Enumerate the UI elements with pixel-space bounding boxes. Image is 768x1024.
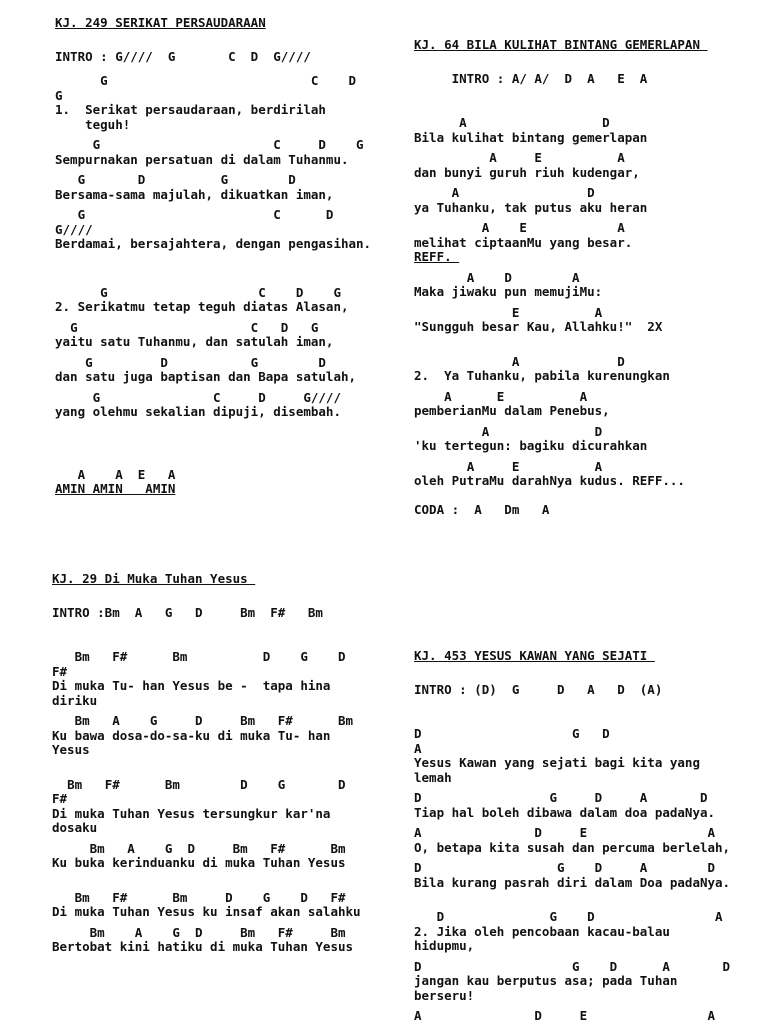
blank-line xyxy=(52,758,392,772)
song-kj453 xyxy=(414,649,764,1024)
blank-line xyxy=(414,890,764,904)
chord-line: D G D A xyxy=(414,909,723,924)
chord-line: A E A xyxy=(414,388,588,404)
lyric-line: "Sungguh besar Kau, Allahku!" 2X xyxy=(414,319,663,334)
lyric-line: Bersama-sama majulah, dikuatkan iman, xyxy=(55,186,334,202)
lyric-line: Sempurnakan persatuan di dalam Tuhanmu. xyxy=(55,151,349,167)
lyric-line: CODA : A Dm A xyxy=(414,501,550,517)
song-kj29 xyxy=(52,572,392,955)
lyric-line: pemberianMu dalam Penebus, xyxy=(414,403,610,418)
chord-line: A D A xyxy=(414,269,580,285)
lyric-line: Tiap hal boleh dibawa dalam doa padaNya. xyxy=(414,804,716,820)
blank-line xyxy=(414,489,764,503)
blank-line xyxy=(414,707,764,721)
lyric-line: oleh PutraMu darahNya kudus. REFF... xyxy=(414,473,685,488)
blank-line xyxy=(414,96,764,110)
blank-line xyxy=(55,420,395,434)
amin-line: AMIN AMIN AMIN xyxy=(55,481,176,496)
lyric-line: jangan kau berputus asa; pada Tuhan berseru! xyxy=(414,973,678,1003)
song-title: KJ. 64 BILA KULIHAT BINTANG GEMERLAPAN xyxy=(414,37,708,52)
chord-line: A D xyxy=(414,115,610,130)
chord-line: G C D G xyxy=(55,137,364,152)
chord-line: G D G D xyxy=(55,354,326,370)
song-title: KJ. 453 YESUS KAWAN YANG SEJATI xyxy=(414,648,655,663)
chord-line: Bm F# Bm D G D F# xyxy=(52,776,346,806)
lyric-line: Bila kulihat bintang gemerlapan xyxy=(414,129,648,145)
chord-line: E A xyxy=(414,304,603,320)
chord-line: A D xyxy=(414,423,603,439)
lyric-line: Ku bawa dosa-do-sa-ku di muka Tu- han Yesus xyxy=(52,727,331,757)
song-intro: INTRO : (D) G D A D (A) xyxy=(414,682,663,697)
chord-line: G C D G//// xyxy=(55,207,334,237)
lyric-line: 2. Ya Tuhanku, pabila kurenungkan xyxy=(414,368,670,383)
blank-line xyxy=(55,252,395,266)
lyric-line: dan satu juga baptisan dan Bapa satulah, xyxy=(55,369,357,384)
chord-line: Bm F# Bm D G D F# xyxy=(52,649,346,679)
chord-line: G C D G xyxy=(55,284,341,300)
blank-line xyxy=(52,630,392,644)
blank-line xyxy=(55,266,395,280)
lyric-line: Di muka Tuhan Yesus ku insaf akan salahku xyxy=(52,904,361,919)
chord-line: Bm F# Bm D G D F# xyxy=(52,889,346,905)
lyric-line: Berdamai, bersajahtera, dengan pengasihan. xyxy=(55,236,372,251)
song-intro: INTRO : A/ A/ D A E A xyxy=(414,71,648,86)
chord-line: A D xyxy=(414,353,625,369)
song-kj249 xyxy=(55,16,395,497)
lyric-line: 2. Serikatmu tetap teguh diatas Alasan, xyxy=(55,299,349,314)
chord-line: D G D A D xyxy=(414,860,716,875)
song-intro: INTRO :Bm A G D Bm F# Bm xyxy=(52,605,323,620)
chord-line: Bm A G D Bm F# Bm xyxy=(52,924,346,940)
chord-line: D G D A D xyxy=(414,958,731,974)
lyric-line: O, betapa kita susah dan percuma berlelah, xyxy=(414,839,731,855)
blank-line xyxy=(55,434,395,448)
lyric-line: Di muka Tu- han Yesus be - tapa hina diriku xyxy=(52,678,331,708)
lyric-line: Maka jiwaku pun memujiMu: xyxy=(414,284,603,299)
blank-line xyxy=(52,871,392,885)
chord-line: A A E A xyxy=(55,466,176,482)
song-intro: INTRO : G//// G C D G//// xyxy=(55,49,311,64)
chord-line: G D G D xyxy=(55,172,296,187)
lyric-line: 1. Serikat persaudaraan, berdirilah teguh! xyxy=(55,102,326,132)
chord-line: A D E A xyxy=(414,1008,716,1023)
blank-line xyxy=(414,335,764,349)
reff-label: REFF. xyxy=(414,249,460,264)
lyric-line: yang olehmu sekalian dipuji, disembah. xyxy=(55,404,341,419)
lyric-line: melihat ciptaanMu yang besar. xyxy=(414,234,633,250)
chord-line: D G D A xyxy=(414,726,610,756)
song-title: KJ. 29 Di Muka Tuhan Yesus xyxy=(52,571,256,586)
lyric-line: yaitu satu Tuhanmu, dan satulah iman, xyxy=(55,334,334,349)
lyric-line: Yesus Kawan yang sejati bagi kita yang lemah xyxy=(414,755,700,785)
chord-line: A E A xyxy=(414,458,603,474)
chord-line: A D xyxy=(414,185,595,200)
blank-line xyxy=(55,448,395,462)
lyric-line: Bertobat kini hatiku di muka Tuhan Yesus xyxy=(52,939,354,954)
song-kj64 xyxy=(414,38,764,517)
song-title: KJ. 249 SERIKAT PERSAUDARAAN xyxy=(55,15,266,30)
lyric-line: Di muka Tuhan Yesus tersungkur kar'na dosaku xyxy=(52,805,331,835)
lyric-line: dan bunyi guruh riuh kudengar, xyxy=(414,164,640,180)
chord-line: G C D G xyxy=(55,73,394,103)
chord-line: Bm A G D Bm F# Bm xyxy=(52,840,346,856)
chord-line: Bm A G D Bm F# Bm xyxy=(52,713,354,728)
lyric-line: Bila kurang pasrah diri dalam Doa padaNya. xyxy=(414,874,731,890)
chord-line: G C D G//// xyxy=(55,389,341,405)
chord-line: A E A xyxy=(414,150,625,165)
chord-line: A D E A xyxy=(414,825,716,840)
chord-line: D G D A D xyxy=(414,790,708,805)
chord-line: A E A xyxy=(414,220,625,235)
lyric-line: 'ku tertegun: bagiku dicurahkan xyxy=(414,438,648,453)
lyric-line: 2. Jika oleh pencobaan kacau-balau hidupmu, xyxy=(414,923,670,953)
lyric-line: ya Tuhanku, tak putus aku heran xyxy=(414,199,648,215)
chord-line: G C D G xyxy=(55,319,319,335)
lyric-line: Ku buka kerinduanku di muka Tuhan Yesus xyxy=(52,855,346,870)
